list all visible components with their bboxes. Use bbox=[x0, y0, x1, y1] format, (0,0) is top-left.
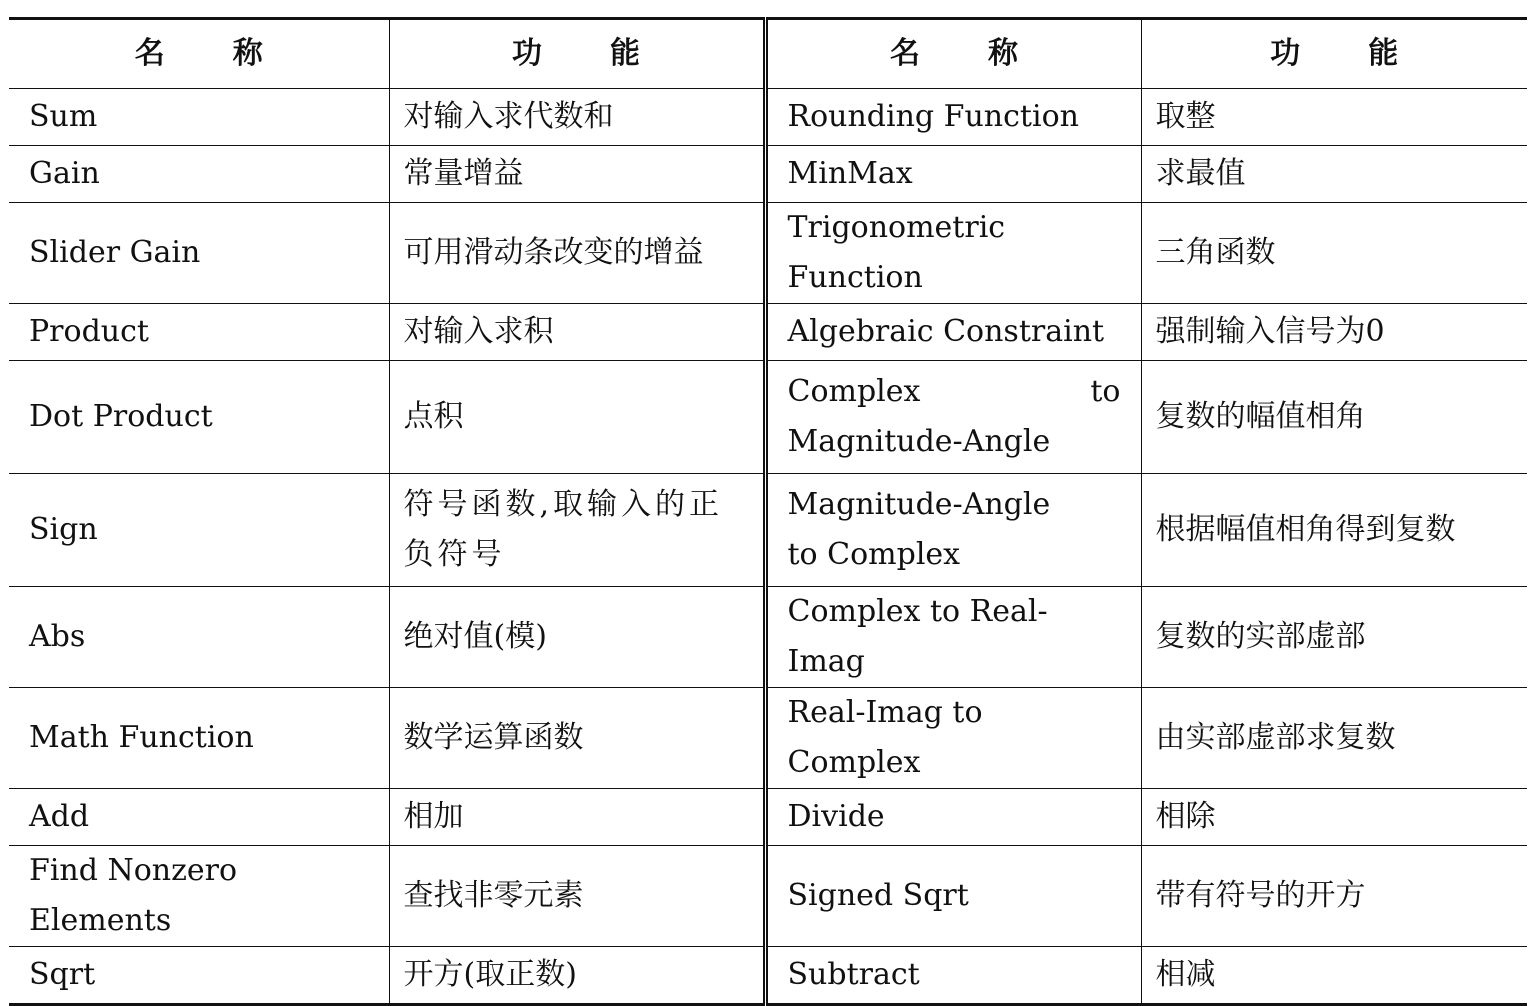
header-row bbox=[9, 19, 1527, 89]
name-cell-right: MinMax bbox=[765, 146, 1141, 203]
name-cell-right: Trigonometric Function bbox=[765, 203, 1141, 304]
header-name-left: 名称 bbox=[9, 19, 389, 89]
name-cell-right: Subtract bbox=[765, 947, 1141, 1005]
name-cell-left: Add bbox=[9, 789, 389, 846]
function-cell-left: 常量增益 bbox=[389, 146, 765, 203]
name-cell-right: Algebraic Constraint bbox=[765, 304, 1141, 361]
function-cell-left: 开方(取正数) bbox=[389, 947, 765, 1005]
name-cell-left: Sign bbox=[9, 474, 389, 587]
name-line: Magnitude-Angle bbox=[787, 424, 1051, 459]
function-cell-right: 求最值 bbox=[1141, 146, 1527, 203]
table-row bbox=[9, 947, 1527, 1005]
name-cell-left: Find Nonzero Elements bbox=[9, 846, 389, 947]
function-cell-right: 复数的幅值相角 bbox=[1141, 361, 1527, 474]
name-cell-right: Signed Sqrt bbox=[765, 846, 1141, 947]
name-cell-left: Slider Gain bbox=[9, 203, 389, 304]
function-table-container bbox=[9, 17, 1527, 1006]
name-cell-left: Gain bbox=[9, 146, 389, 203]
function-cell-right: 强制输入信号为0 bbox=[1141, 304, 1527, 361]
function-table bbox=[9, 17, 1527, 1006]
name-cell-left: Product bbox=[9, 304, 389, 361]
function-cell-right: 复数的实部虚部 bbox=[1141, 587, 1527, 688]
name-cell-left: Dot Product bbox=[9, 361, 389, 474]
name-cell-right: Rounding Function bbox=[765, 89, 1141, 146]
function-cell-right: 相减 bbox=[1155, 957, 1216, 992]
name-cell-left: Abs bbox=[9, 587, 389, 688]
function-cell-left: 查找非零元素 bbox=[389, 846, 765, 947]
function-cell-right: 由实部虚部求复数 bbox=[1141, 688, 1527, 789]
table-row bbox=[9, 688, 1527, 789]
name-cell-right: Complex to Real-Imag bbox=[765, 587, 1141, 688]
function-cell-right: 取整 bbox=[1141, 89, 1527, 146]
header-name-right: 名称 bbox=[765, 19, 1141, 89]
name-line bbox=[788, 367, 1121, 417]
name-cell-left: Sum bbox=[9, 89, 389, 146]
table-row bbox=[9, 89, 1527, 146]
name-cell-left: Math Function bbox=[9, 688, 389, 789]
table-row bbox=[9, 587, 1527, 688]
table-row bbox=[9, 203, 1527, 304]
function-cell-right: 带有符号的开方 bbox=[1141, 846, 1527, 947]
function-cell-left: 点积 bbox=[389, 361, 765, 474]
function-cell-left: 对输入求代数和 bbox=[389, 89, 765, 146]
function-cell-left: 符号函数,取输入的正负符号 bbox=[389, 474, 765, 587]
name-line: to Complex bbox=[787, 537, 961, 572]
header-function-left: 功能 bbox=[389, 19, 765, 89]
table-row bbox=[9, 846, 1527, 947]
table-row bbox=[9, 789, 1527, 846]
table-row bbox=[9, 304, 1527, 361]
function-cell-left: 对输入求积 bbox=[389, 304, 765, 361]
function-cell-right: 根据幅值相角得到复数 bbox=[1141, 474, 1527, 587]
name-cell-left: Sqrt bbox=[9, 947, 389, 1005]
function-cell-left: 相加 bbox=[389, 789, 765, 846]
function-cell-left: 数学运算函数 bbox=[389, 688, 765, 789]
function-cell-right: 相除 bbox=[1141, 789, 1527, 846]
name-cell-right: Divide bbox=[765, 789, 1141, 846]
table-row bbox=[9, 146, 1527, 203]
name-cell-right bbox=[765, 361, 1141, 474]
function-cell-left: 可用滑动条改变的增益 bbox=[389, 203, 765, 304]
name-word: to bbox=[1090, 374, 1121, 409]
function-cell-left: 绝对值(模) bbox=[389, 587, 765, 688]
name-cell-right bbox=[765, 474, 1141, 587]
header-function-right: 功能 bbox=[1141, 19, 1527, 89]
name-line: Magnitude-Angle bbox=[787, 487, 1051, 522]
name-word: Complex bbox=[787, 374, 921, 409]
table-row bbox=[9, 361, 1527, 474]
table-row bbox=[9, 474, 1527, 587]
function-cell-right: 三角函数 bbox=[1141, 203, 1527, 304]
name-cell-right: Real-Imag to Complex bbox=[765, 688, 1141, 789]
